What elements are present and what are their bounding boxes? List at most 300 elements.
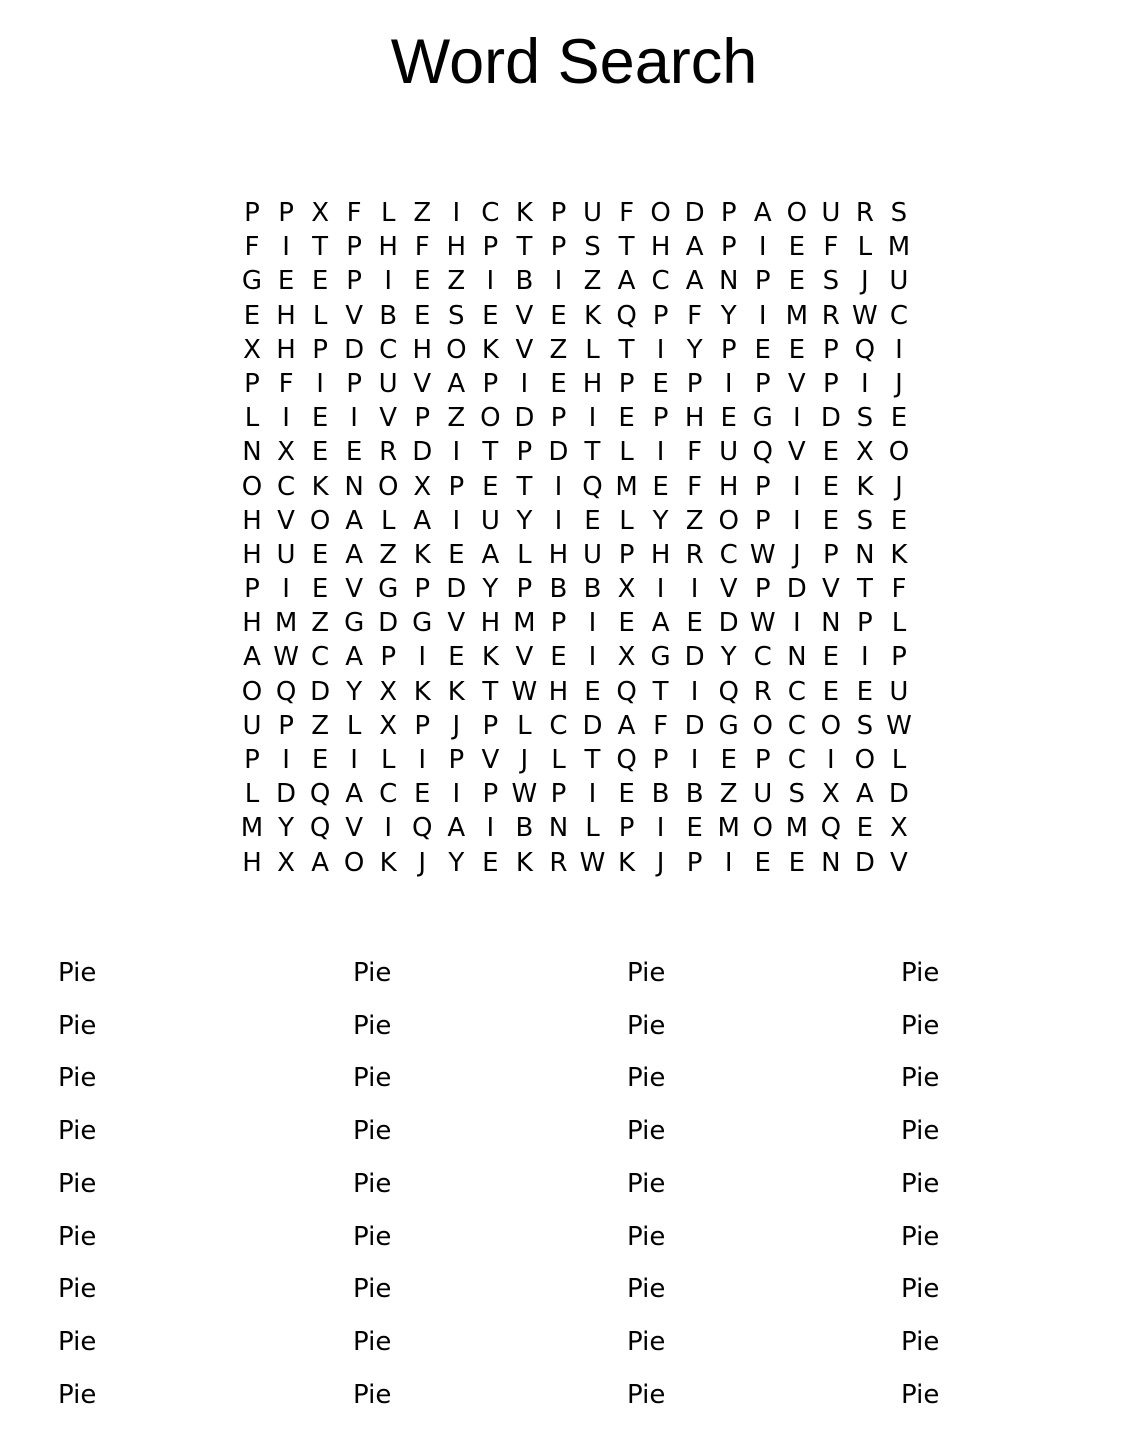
grid-row	[239, 401, 919, 435]
grid-letter: V	[515, 300, 534, 331]
grid-letter: I	[282, 745, 290, 775]
grid-letter: E	[311, 539, 329, 570]
grid-letter: P	[754, 745, 771, 775]
grid-letter: Q	[718, 676, 739, 707]
grid-letter: I	[656, 574, 665, 605]
grid-letter: W	[852, 300, 878, 331]
grid-letter: P	[380, 642, 397, 673]
word-list-item: Pie	[901, 1379, 940, 1410]
grid-letter: H	[548, 676, 569, 707]
grid-letter: W	[273, 642, 299, 673]
grid-letter: D	[854, 847, 875, 878]
grid-letter: V	[890, 847, 908, 878]
grid-letter: Z	[583, 266, 602, 297]
grid-letter: D	[344, 334, 365, 365]
grid-letter: O	[309, 505, 331, 536]
grid-letter: D	[548, 437, 569, 468]
grid-letter: P	[754, 368, 771, 399]
grid-letter: I	[452, 198, 461, 228]
grid-letter: E	[448, 642, 465, 673]
grid-letter: H	[548, 539, 569, 570]
grid-letter: P	[618, 539, 635, 570]
grid-row	[239, 777, 919, 811]
word-list-item: Pie	[627, 1221, 666, 1252]
word-list-item: Pie	[58, 1116, 97, 1147]
grid-letter: Y	[278, 813, 294, 844]
grid-row	[239, 811, 919, 845]
grid-letter: B	[651, 779, 670, 810]
grid-letter: V	[345, 300, 364, 331]
grid-letter: G	[752, 403, 773, 434]
grid-letter: L	[891, 745, 907, 775]
grid-letter: C	[276, 471, 296, 502]
grid-letter: V	[277, 505, 295, 536]
grid-letter: I	[350, 745, 358, 775]
grid-letter: G	[650, 642, 671, 673]
grid-row	[239, 264, 919, 298]
grid-letter: V	[345, 813, 364, 844]
grid-letter: D	[514, 403, 535, 434]
grid-letter: J	[792, 539, 801, 570]
grid-letter: N	[855, 539, 875, 570]
word-list-item: Pie	[901, 1063, 940, 1094]
grid-row	[239, 538, 919, 572]
grid-letter: E	[311, 745, 329, 775]
grid-letter: P	[516, 437, 533, 468]
grid-letter: U	[753, 779, 773, 810]
grid-letter: P	[823, 334, 839, 365]
word-list-item: Pie	[58, 1274, 97, 1305]
grid-letter: C	[379, 779, 398, 810]
grid-letter: F	[653, 710, 669, 741]
grid-letter: Y	[346, 676, 363, 707]
word-list-item: Pie	[901, 1168, 940, 1199]
grid-letter: D	[310, 676, 331, 707]
grid-letter: E	[618, 608, 635, 639]
grid-letter: T	[482, 437, 499, 468]
grid-letter: E	[720, 403, 737, 434]
grid-letter: E	[890, 403, 908, 434]
grid-letter: D	[888, 779, 909, 810]
grid-letter: L	[857, 232, 873, 263]
grid-letter: I	[690, 745, 699, 775]
grid-letter: Q	[616, 745, 637, 775]
grid-letter: X	[890, 813, 908, 844]
grid-letter: I	[690, 676, 699, 707]
grid-letter: P	[618, 813, 635, 844]
grid-letter: S	[856, 505, 874, 536]
grid-row	[239, 709, 919, 743]
grid-letter: X	[413, 471, 432, 502]
grid-letter: L	[380, 505, 396, 536]
grid-letter: A	[685, 232, 704, 263]
grid-letter: R	[821, 300, 840, 331]
grid-letter: A	[413, 505, 432, 536]
grid-letter: E	[890, 505, 908, 536]
grid-letter: Y	[482, 574, 499, 605]
grid-letter: H	[718, 471, 739, 502]
word-list-item: Pie	[58, 1221, 97, 1252]
grid-letter: E	[414, 779, 431, 810]
grid-letter: T	[652, 676, 669, 707]
word-list-item: Pie	[627, 1116, 666, 1147]
grid-letter: I	[861, 368, 869, 399]
grid-letter: P	[516, 574, 533, 605]
grid-letter: D	[786, 574, 807, 605]
grid-letter: C	[549, 710, 568, 741]
grid-letter: E	[311, 574, 329, 605]
grid-letter: V	[413, 368, 432, 399]
grid-letter: I	[724, 847, 733, 878]
grid-letter: I	[792, 505, 801, 536]
grid-letter: M	[887, 232, 911, 263]
grid-letter: P	[686, 847, 703, 878]
grid-letter: P	[891, 642, 907, 673]
grid-letter: F	[278, 368, 294, 399]
grid-letter: P	[720, 334, 737, 365]
grid-letter: E	[856, 813, 874, 844]
grid-letter: H	[242, 505, 262, 536]
grid-letter: I	[350, 403, 358, 434]
grid-letter: Y	[516, 505, 533, 536]
grid-letter: A	[345, 505, 364, 536]
grid-letter: V	[515, 642, 534, 673]
grid-letter: F	[346, 198, 362, 228]
grid-letter: L	[380, 745, 396, 775]
word-list-item: Pie	[901, 1221, 940, 1252]
grid-letter: D	[276, 779, 297, 810]
grid-letter: P	[278, 710, 294, 741]
grid-letter: A	[345, 779, 364, 810]
grid-letter: O	[343, 847, 365, 878]
grid-letter: Y	[720, 642, 737, 673]
grid-letter: R	[379, 437, 398, 468]
grid-letter: E	[788, 232, 806, 263]
grid-letter: I	[384, 813, 393, 844]
grid-letter: L	[517, 539, 532, 570]
grid-letter: E	[550, 368, 567, 399]
grid-letter: O	[650, 198, 671, 228]
word-list-item: Pie	[901, 1116, 940, 1147]
grid-letter: F	[687, 300, 703, 331]
grid-letter: I	[282, 574, 290, 605]
word-list-item: Pie	[627, 1379, 666, 1410]
word-list-item: Pie	[901, 958, 940, 988]
grid-letter: P	[244, 198, 260, 228]
word-list-item: Pie	[901, 1010, 940, 1041]
grid-letter: I	[656, 334, 665, 365]
grid-letter: I	[792, 471, 801, 502]
grid-row	[239, 333, 919, 367]
grid-letter: K	[447, 676, 465, 707]
grid-letter: L	[551, 745, 566, 775]
grid-letter: O	[446, 334, 467, 365]
grid-letter: H	[412, 334, 433, 365]
grid-letter: E	[550, 300, 567, 331]
grid-letter: P	[550, 779, 567, 810]
grid-letter: P	[857, 608, 873, 639]
word-list	[0, 955, 1130, 1425]
grid-letter: Y	[448, 847, 465, 878]
grid-letter: E	[277, 266, 295, 297]
grid-letter: I	[792, 403, 801, 434]
grid-letter: R	[685, 539, 704, 570]
grid-letter: T	[618, 334, 635, 365]
grid-letter: Z	[447, 403, 466, 434]
grid-letter: I	[861, 642, 869, 673]
word-list-item: Pie	[627, 1168, 666, 1199]
word-list-item: Pie	[353, 1221, 392, 1252]
word-list-item: Pie	[58, 1010, 97, 1041]
grid-letter: X	[277, 437, 295, 468]
grid-letter: M	[785, 813, 809, 844]
grid-letter: K	[583, 300, 602, 331]
grid-letter: J	[520, 745, 529, 775]
grid-letter: O	[820, 710, 842, 741]
grid-letter: I	[452, 779, 461, 810]
grid-letter: G	[378, 574, 399, 605]
grid-letter: B	[515, 266, 534, 297]
grid-letter: Z	[549, 334, 568, 365]
grid-letter: P	[686, 368, 703, 399]
grid-letter: J	[895, 368, 903, 399]
grid-letter: S	[584, 232, 601, 263]
grid-letter: E	[754, 847, 771, 878]
grid-row	[239, 470, 919, 504]
grid-letter: F	[891, 574, 907, 605]
grid-letter: U	[821, 198, 841, 228]
grid-letter: M	[615, 471, 638, 502]
grid-letter: O	[241, 471, 263, 502]
grid-letter: E	[311, 437, 329, 468]
grid-letter: C	[787, 710, 806, 741]
grid-letter: M	[274, 608, 298, 639]
grid-letter: Q	[752, 437, 773, 468]
grid-row	[239, 675, 919, 709]
grid-letter: Q	[854, 334, 876, 365]
grid-letter: U	[889, 266, 909, 297]
grid-letter: H	[242, 539, 262, 570]
grid-letter: Z	[447, 266, 466, 297]
grid-letter: P	[312, 334, 328, 365]
grid-letter: A	[617, 710, 636, 741]
grid-letter: P	[550, 403, 567, 434]
grid-letter: X	[311, 198, 329, 228]
grid-letter: Z	[413, 198, 432, 228]
grid-letter: K	[481, 642, 499, 673]
grid-letter: L	[619, 505, 634, 536]
grid-letter: T	[516, 471, 533, 502]
grid-letter: D	[378, 608, 399, 639]
grid-letter: E	[618, 403, 635, 434]
grid-letter: Q	[582, 471, 603, 502]
grid-letter: E	[414, 266, 431, 297]
grid-letter: N	[344, 471, 364, 502]
grid-letter: F	[687, 437, 703, 468]
grid-letter: D	[684, 642, 705, 673]
grid-letter: E	[686, 608, 703, 639]
grid-letter: F	[244, 232, 260, 263]
grid-letter: Q	[309, 813, 331, 844]
grid-letter: F	[823, 232, 839, 263]
grid-letter: K	[515, 198, 533, 228]
grid-letter: A	[345, 539, 364, 570]
grid-letter: W	[886, 710, 912, 741]
grid-letter: I	[588, 642, 597, 673]
grid-letter: L	[585, 813, 600, 844]
grid-letter: P	[482, 232, 499, 263]
grid-letter: P	[414, 710, 431, 741]
word-list-item: Pie	[627, 1326, 666, 1357]
grid-letter: S	[448, 300, 465, 331]
grid-letter: E	[482, 847, 499, 878]
grid-letter: I	[588, 403, 597, 434]
grid-letter: L	[244, 779, 260, 810]
grid-letter: W	[511, 676, 538, 707]
grid-letter: Y	[720, 300, 737, 331]
grid-letter: C	[379, 334, 398, 365]
grid-letter: P	[754, 266, 771, 297]
grid-letter: K	[618, 847, 636, 878]
grid-letter: V	[481, 745, 500, 775]
grid-letter: I	[486, 266, 495, 297]
grid-letter: P	[754, 574, 771, 605]
grid-letter: I	[554, 266, 563, 297]
grid-letter: L	[619, 437, 634, 468]
grid-letter: A	[651, 608, 670, 639]
grid-letter: M	[513, 608, 536, 639]
grid-letter: H	[378, 232, 398, 263]
grid-letter: P	[823, 539, 839, 570]
grid-letter: F	[619, 198, 635, 228]
grid-letter: A	[617, 266, 636, 297]
grid-letter: T	[516, 232, 533, 263]
grid-letter: U	[582, 198, 603, 228]
grid-letter: I	[554, 471, 563, 502]
grid-letter: J	[895, 471, 903, 502]
grid-letter: U	[889, 676, 909, 707]
grid-letter: K	[481, 334, 499, 365]
grid-letter: R	[549, 847, 568, 878]
grid-letter: J	[656, 847, 665, 878]
grid-letter: I	[384, 266, 393, 297]
grid-letter: C	[787, 676, 806, 707]
word-list-item: Pie	[353, 1116, 392, 1147]
word-list-item: Pie	[58, 1168, 97, 1199]
grid-letter: B	[515, 813, 534, 844]
grid-letter: U	[719, 437, 739, 468]
grid-row	[239, 196, 919, 230]
grid-letter: K	[379, 847, 397, 878]
grid-letter: I	[588, 779, 597, 810]
grid-letter: P	[448, 471, 465, 502]
grid-letter: P	[448, 745, 465, 775]
grid-letter: J	[418, 847, 427, 878]
grid-letter: D	[684, 198, 705, 228]
grid-letter: Q	[275, 676, 297, 707]
grid-letter: V	[515, 334, 534, 365]
grid-letter: Q	[412, 813, 433, 844]
grid-letter: G	[241, 266, 263, 297]
grid-letter: Z	[311, 608, 329, 639]
word-list-item: Pie	[353, 1010, 392, 1041]
grid-letter: V	[379, 403, 398, 434]
grid-letter: T	[482, 676, 499, 707]
grid-row	[239, 230, 919, 264]
grid-letter: A	[447, 813, 466, 844]
grid-letter: C	[753, 642, 772, 673]
grid-letter: O	[786, 198, 808, 228]
grid-letter: C	[311, 642, 330, 673]
grid-letter: P	[754, 505, 771, 536]
grid-letter: A	[345, 642, 364, 673]
grid-letter: P	[414, 574, 431, 605]
grid-letter: X	[243, 334, 261, 365]
grid-letter: H	[242, 847, 262, 878]
grid-letter: I	[452, 505, 461, 536]
grid-letter: T	[618, 232, 635, 263]
grid-letter: X	[855, 437, 874, 468]
grid-row	[239, 572, 919, 606]
word-list-item: Pie	[58, 1326, 97, 1357]
grid-letter: G	[412, 608, 433, 639]
grid-letter: S	[788, 779, 806, 810]
grid-letter: Z	[311, 710, 329, 741]
grid-row	[239, 504, 919, 538]
grid-letter: K	[311, 471, 329, 502]
grid-letter: H	[582, 368, 603, 399]
grid-letter: D	[582, 710, 603, 741]
grid-letter: A	[753, 198, 772, 228]
grid-letter: P	[618, 368, 635, 399]
grid-letter: Q	[616, 676, 637, 707]
grid-letter: E	[482, 300, 499, 331]
grid-letter: W	[749, 539, 776, 570]
grid-letter: H	[650, 232, 671, 263]
grid-letter: A	[243, 642, 261, 673]
grid-letter: E	[754, 334, 771, 365]
grid-letter: Y	[686, 334, 703, 365]
grid-letter: I	[554, 505, 563, 536]
grid-letter: Q	[616, 300, 637, 331]
word-list-item: Pie	[901, 1274, 940, 1305]
word-list-item: Pie	[353, 1168, 392, 1199]
grid-letter: I	[316, 368, 324, 399]
word-list-item: Pie	[353, 1063, 392, 1094]
grid-letter: H	[276, 334, 296, 365]
grid-letter: P	[244, 368, 260, 399]
grid-row	[239, 299, 919, 333]
grid-letter: K	[413, 539, 431, 570]
grid-letter: C	[651, 266, 670, 297]
grid-letter: E	[345, 437, 363, 468]
grid-letter: C	[481, 198, 500, 228]
grid-letter: E	[448, 539, 465, 570]
grid-letter: I	[588, 608, 597, 639]
page-title: Word Search	[390, 27, 758, 97]
grid-letter: F	[687, 471, 703, 502]
grid-letter: E	[243, 300, 261, 331]
grid-letter: I	[895, 334, 903, 365]
grid-letter: O	[752, 813, 773, 844]
grid-letter: H	[446, 232, 467, 263]
grid-letter: M	[717, 813, 740, 844]
grid-letter: D	[820, 403, 841, 434]
grid-letter: S	[856, 710, 874, 741]
grid-letter: U	[242, 710, 262, 741]
letter-grid	[239, 196, 919, 880]
grid-letter: I	[827, 745, 835, 775]
